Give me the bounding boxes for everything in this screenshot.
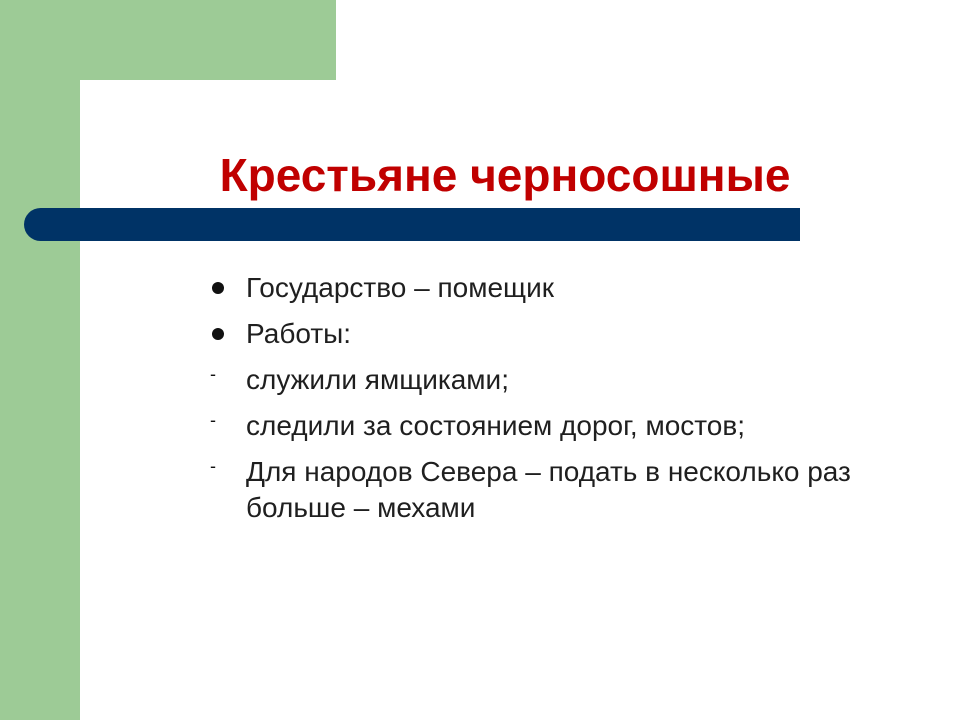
top-decor-block (0, 0, 336, 80)
list-item (200, 270, 920, 306)
title-underline-bar (24, 208, 800, 241)
list-item-text: следили за состоянием дорог, мостов; (246, 410, 746, 441)
list-item (200, 316, 920, 352)
slide-title: Крестьяне черносошные (219, 149, 791, 201)
bullet-dot-icon (212, 282, 224, 294)
list-item (200, 408, 920, 444)
list-item-text: служили ямщиками; (246, 364, 509, 395)
dash-marker: - (210, 364, 216, 384)
list-item (200, 362, 920, 398)
list-item-text: Государство – помещик (246, 272, 554, 303)
list-item-text: Для народов Севера – подать в несколько раз больше – мехами (246, 456, 851, 523)
list-item (200, 454, 920, 526)
dash-marker: - (210, 410, 216, 430)
dash-marker: - (210, 456, 216, 476)
bullet-dot-icon (212, 328, 224, 340)
bullet-list (200, 270, 920, 536)
side-strip (0, 0, 80, 720)
list-item-text: Работы: (246, 318, 352, 349)
